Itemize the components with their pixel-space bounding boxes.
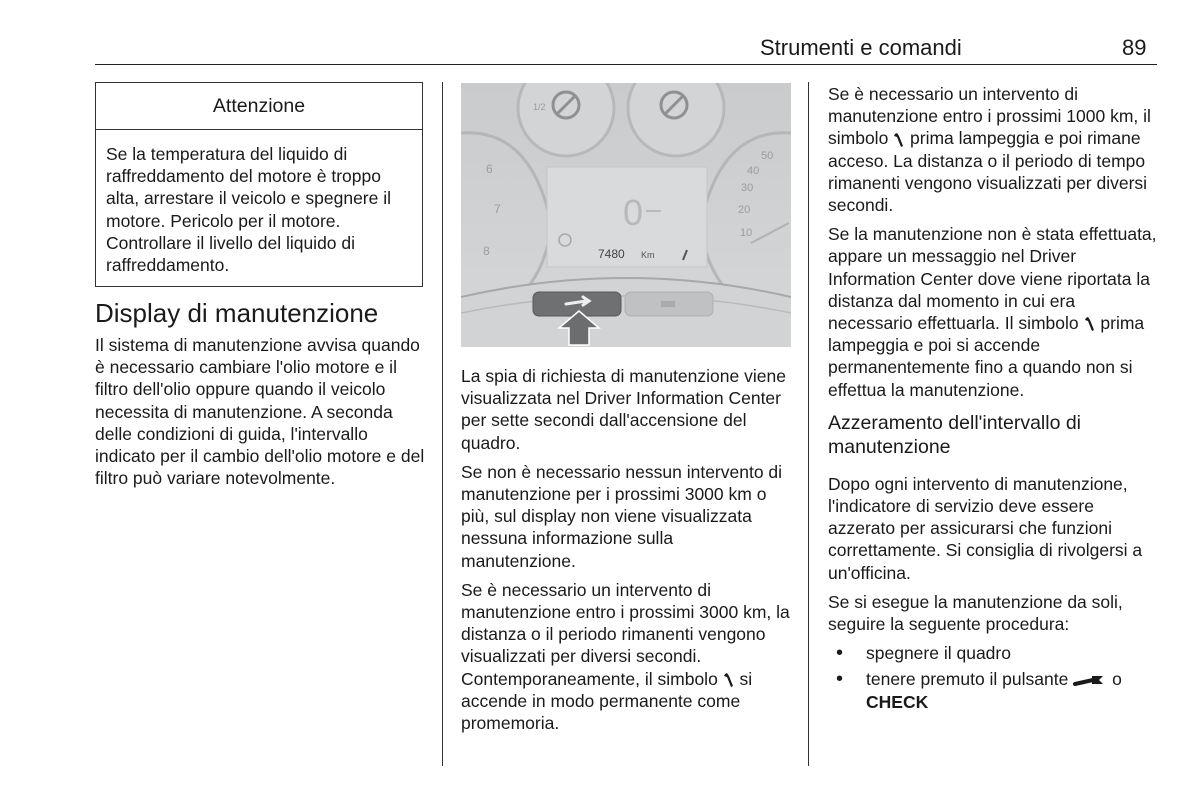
list-item-text: spegnere il quadro [866, 643, 1011, 664]
page-number: 89 [1122, 35, 1147, 60]
tach-label-8: 8 [483, 244, 490, 258]
left-column-text [95, 334, 425, 496]
odometer-unit: Km [641, 250, 655, 260]
service-button-wrench-icon [1073, 674, 1107, 688]
speed-label-40: 40 [747, 165, 760, 177]
list-item [828, 642, 1158, 664]
speed-label-20: 20 [738, 204, 751, 216]
odometer-value: 7480 [598, 247, 625, 261]
column-divider-left [442, 82, 443, 766]
header-divider [95, 64, 1157, 65]
speed-label-30: 30 [741, 182, 754, 194]
speed-label-50: 50 [761, 150, 774, 162]
wrench-icon [893, 132, 905, 148]
list-item [828, 668, 1158, 712]
display-zero: 0 [623, 192, 644, 233]
list-item-text-or: o [1107, 669, 1122, 690]
warning-body: Se la temperatura del liquido di raffreddamento del motore è troppo alta, arrestare il veicolo e spegnere il motore. Pericolo per il motore. Controllare il livello del liquido di raffreddamento. [106, 144, 392, 276]
wrench-icon [1084, 316, 1096, 332]
section-heading: Display di manutenzione [95, 298, 379, 328]
check-label: CHECK [866, 691, 929, 712]
middle-paragraph-2: Se non è necessario nessun intervento di manutenzione per i prossimi 3000 km o più, sul display non viene visualizzata nessuna informazione sulla manutenzione. [461, 461, 783, 571]
middle-paragraph-3-part-a: Se è necessario un intervento di manutenzione entro i prossimi 3000 km, la distanza o il periodo rimanenti vengono visualizzati per diversi secondi. Contemporaneamente, il simbolo [461, 579, 790, 689]
speed-label-10: 10 [740, 227, 753, 239]
right-paragraph-2 [828, 223, 1158, 401]
right-paragraph-1 [828, 83, 1158, 216]
wrench-icon [723, 672, 735, 688]
page-header-title: Strumenti e comandi [760, 35, 962, 60]
right-paragraph-2-part-a: Se la manutenzione non è stata effettuata, appare un messaggio nel Driver Information Center dove viene riportata la distanza dal momento in cui era necessario effettuarla. Il simbolo [828, 224, 1157, 334]
right-paragraph-1-part-b: prima lampeggia e poi rimane acceso. La distanza o il periodo di tempo rimanenti vengono visualizzati per diversi secondi. [828, 128, 1148, 216]
tach-label-6: 6 [486, 162, 493, 176]
list-item-text: tenere premuto il pulsante [866, 669, 1074, 690]
fuel-half-label: 1/2 [533, 102, 546, 112]
middle-paragraph-3 [461, 579, 791, 734]
warning-title: Attenzione [96, 83, 422, 130]
right-paragraph-1-part-a: Se è necessario un intervento di manutenzione entro i prossimi 1000 km, il simbolo [828, 84, 1151, 149]
intro-paragraph: Il sistema di manutenzione avvisa quando è necessario cambiare l'olio motore e il filtro dell'olio oppure quando il veicolo necessita di manutenzione. A seconda delle condizioni di guida, l'intervallo indicato per il cambio dell'olio motore e del filtro può variare notevolmente. [95, 335, 425, 489]
column-divider-right [808, 82, 809, 766]
middle-paragraph-1: La spia di richiesta di manutenzione viene visualizzata nel Driver Information Center per sette secondi dall'accensione del quadro. [461, 366, 786, 453]
procedure-list [828, 642, 1158, 713]
middle-column-text [461, 365, 791, 741]
subsection-heading: Azzeramento dell'intervallo di manutenzione [828, 411, 1082, 458]
instrument-cluster-figure [461, 83, 791, 347]
right-paragraph-3: Dopo ogni intervento di manutenzione, l'indicatore di servizio deve essere azzerato per assicurarsi che funzioni correttamente. Si consiglia di rivolgersi a un'officina. [828, 473, 1143, 583]
tach-label-7: 7 [494, 202, 501, 216]
middle-paragraph-3-part-b: si accende in modo permanente come promemoria. [461, 668, 753, 734]
cluster-illustration [461, 83, 791, 347]
right-paragraph-4: Se si esegue la manutenzione da soli, seguire la seguente procedura: [828, 591, 1123, 635]
right-paragraph-2-part-b: prima lampeggia e poi si accende permanentemente fino a quando non si effettua la manutenzione. [828, 313, 1145, 400]
right-column-text [828, 83, 1158, 717]
warning-box [95, 82, 423, 287]
